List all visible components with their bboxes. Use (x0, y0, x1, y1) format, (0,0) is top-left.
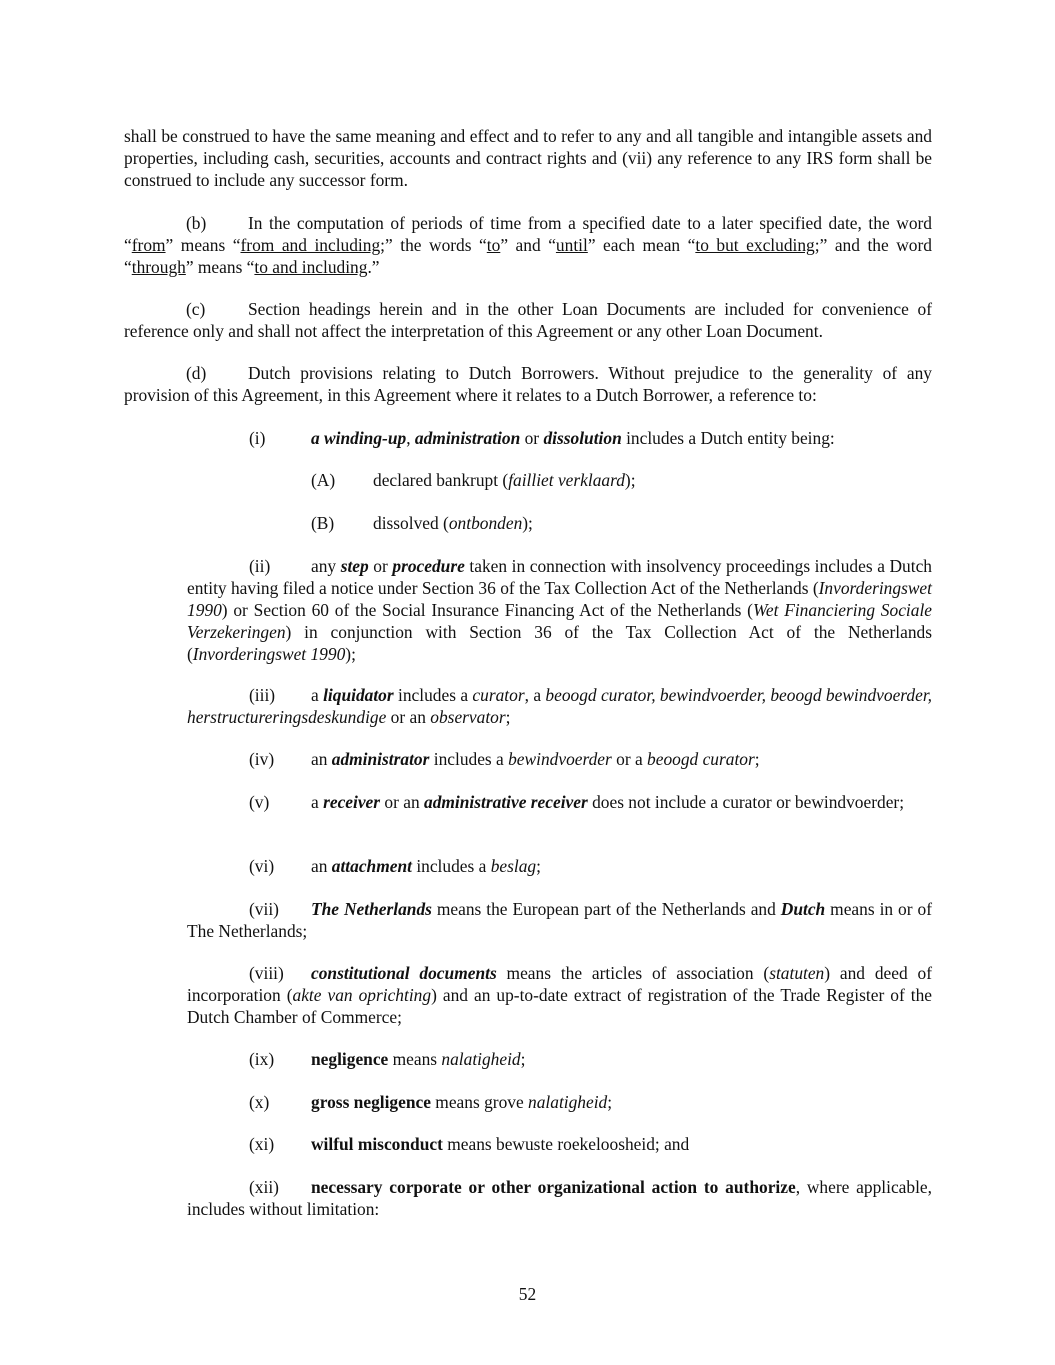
item-xii: (xii) necessary corporate or other organizational action to authorize, where applicable, includes without limitation: (187, 1177, 932, 1219)
subitem-B: (B) dissolved (ontbonden); (311, 513, 533, 533)
item-iii: (iii) a liquidator includes a curator, a beoogd curator, bewindvoerder, beoogd bewindvoerder, herstructureringsdeskundige or an observator; (187, 685, 933, 727)
paragraph-b: (b) In the computation of periods of time from a specified date to a later specified date, the word “from” means “from and including;” the words “to” and “until” each mean “to but excluding;” and the word “through” means “to and including.” (124, 213, 932, 277)
subitem-A: (A) declared bankrupt (failliet verklaard); (311, 470, 636, 490)
item-xi: (xi) wilful misconduct means bewuste roekeloosheid; and (249, 1134, 690, 1154)
item-vii: (vii) The Netherlands means the European part of the Netherlands and Dutch means in or of The Netherlands; (187, 899, 932, 941)
paragraph-c-label: (c) (186, 299, 206, 319)
item-ii: (ii) any step or procedure taken in connection with insolvency proceedings includes a Dutch entity having filed a notice under Section 36 of the Tax Collection Act of the Netherlands (Invorderingswet 1990) or Section 60 of the Social Insurance Financing Act of the Netherlands (Wet Financiering Sociale Verzekeringen) in conjunction with Section 36 of the Tax Collection Act of the Netherlands (Invorderingswet 1990); (187, 556, 932, 664)
paragraph-c: (c) Section headings herein and in the other Loan Documents are included for convenience of reference only and shall not affect the interpretation of this Agreement or any other Loan Document. (124, 299, 932, 341)
item-x: (x) gross negligence means grove nalatigheid; (249, 1092, 613, 1112)
item-iv: (iv) an administrator includes a bewindvoerder or a beoogd curator; (249, 749, 760, 769)
continuation-paragraph: shall be construed to have the same meaning and effect and to refer to any and all tangible and intangible assets and properties, including cash, securities, accounts and contract rights and (vii) any reference to any IRS form shall be construed to include any successor form. (124, 126, 932, 190)
paragraph-d: (d) Dutch provisions relating to Dutch Borrowers. Without prejudice to the generality of any provision of this Agreement, in this Agreement where it relates to a Dutch Borrower, a reference to: (124, 363, 932, 405)
paragraph-d-label: (d) (186, 363, 207, 383)
item-v: (v) a receiver or an administrative receiver does not include a curator or bewindvoerder; (249, 792, 905, 812)
paragraph-b-label: (b) (186, 213, 207, 233)
item-i: (i) a winding-up, administration or dissolution includes a Dutch entity being: (249, 428, 835, 448)
item-vi: (vi) an attachment includes a beslag; (249, 856, 541, 876)
item-viii: (viii) constitutional documents means the articles of association (statuten) and deed of incorporation (akte van oprichting) and an up-to-date extract of registration of the Trade Register of the Dutch Chamber of Commerce; (187, 963, 932, 1027)
page-number: 52 (518, 1284, 537, 1304)
item-ix: (ix) negligence means nalatigheid; (249, 1049, 526, 1069)
